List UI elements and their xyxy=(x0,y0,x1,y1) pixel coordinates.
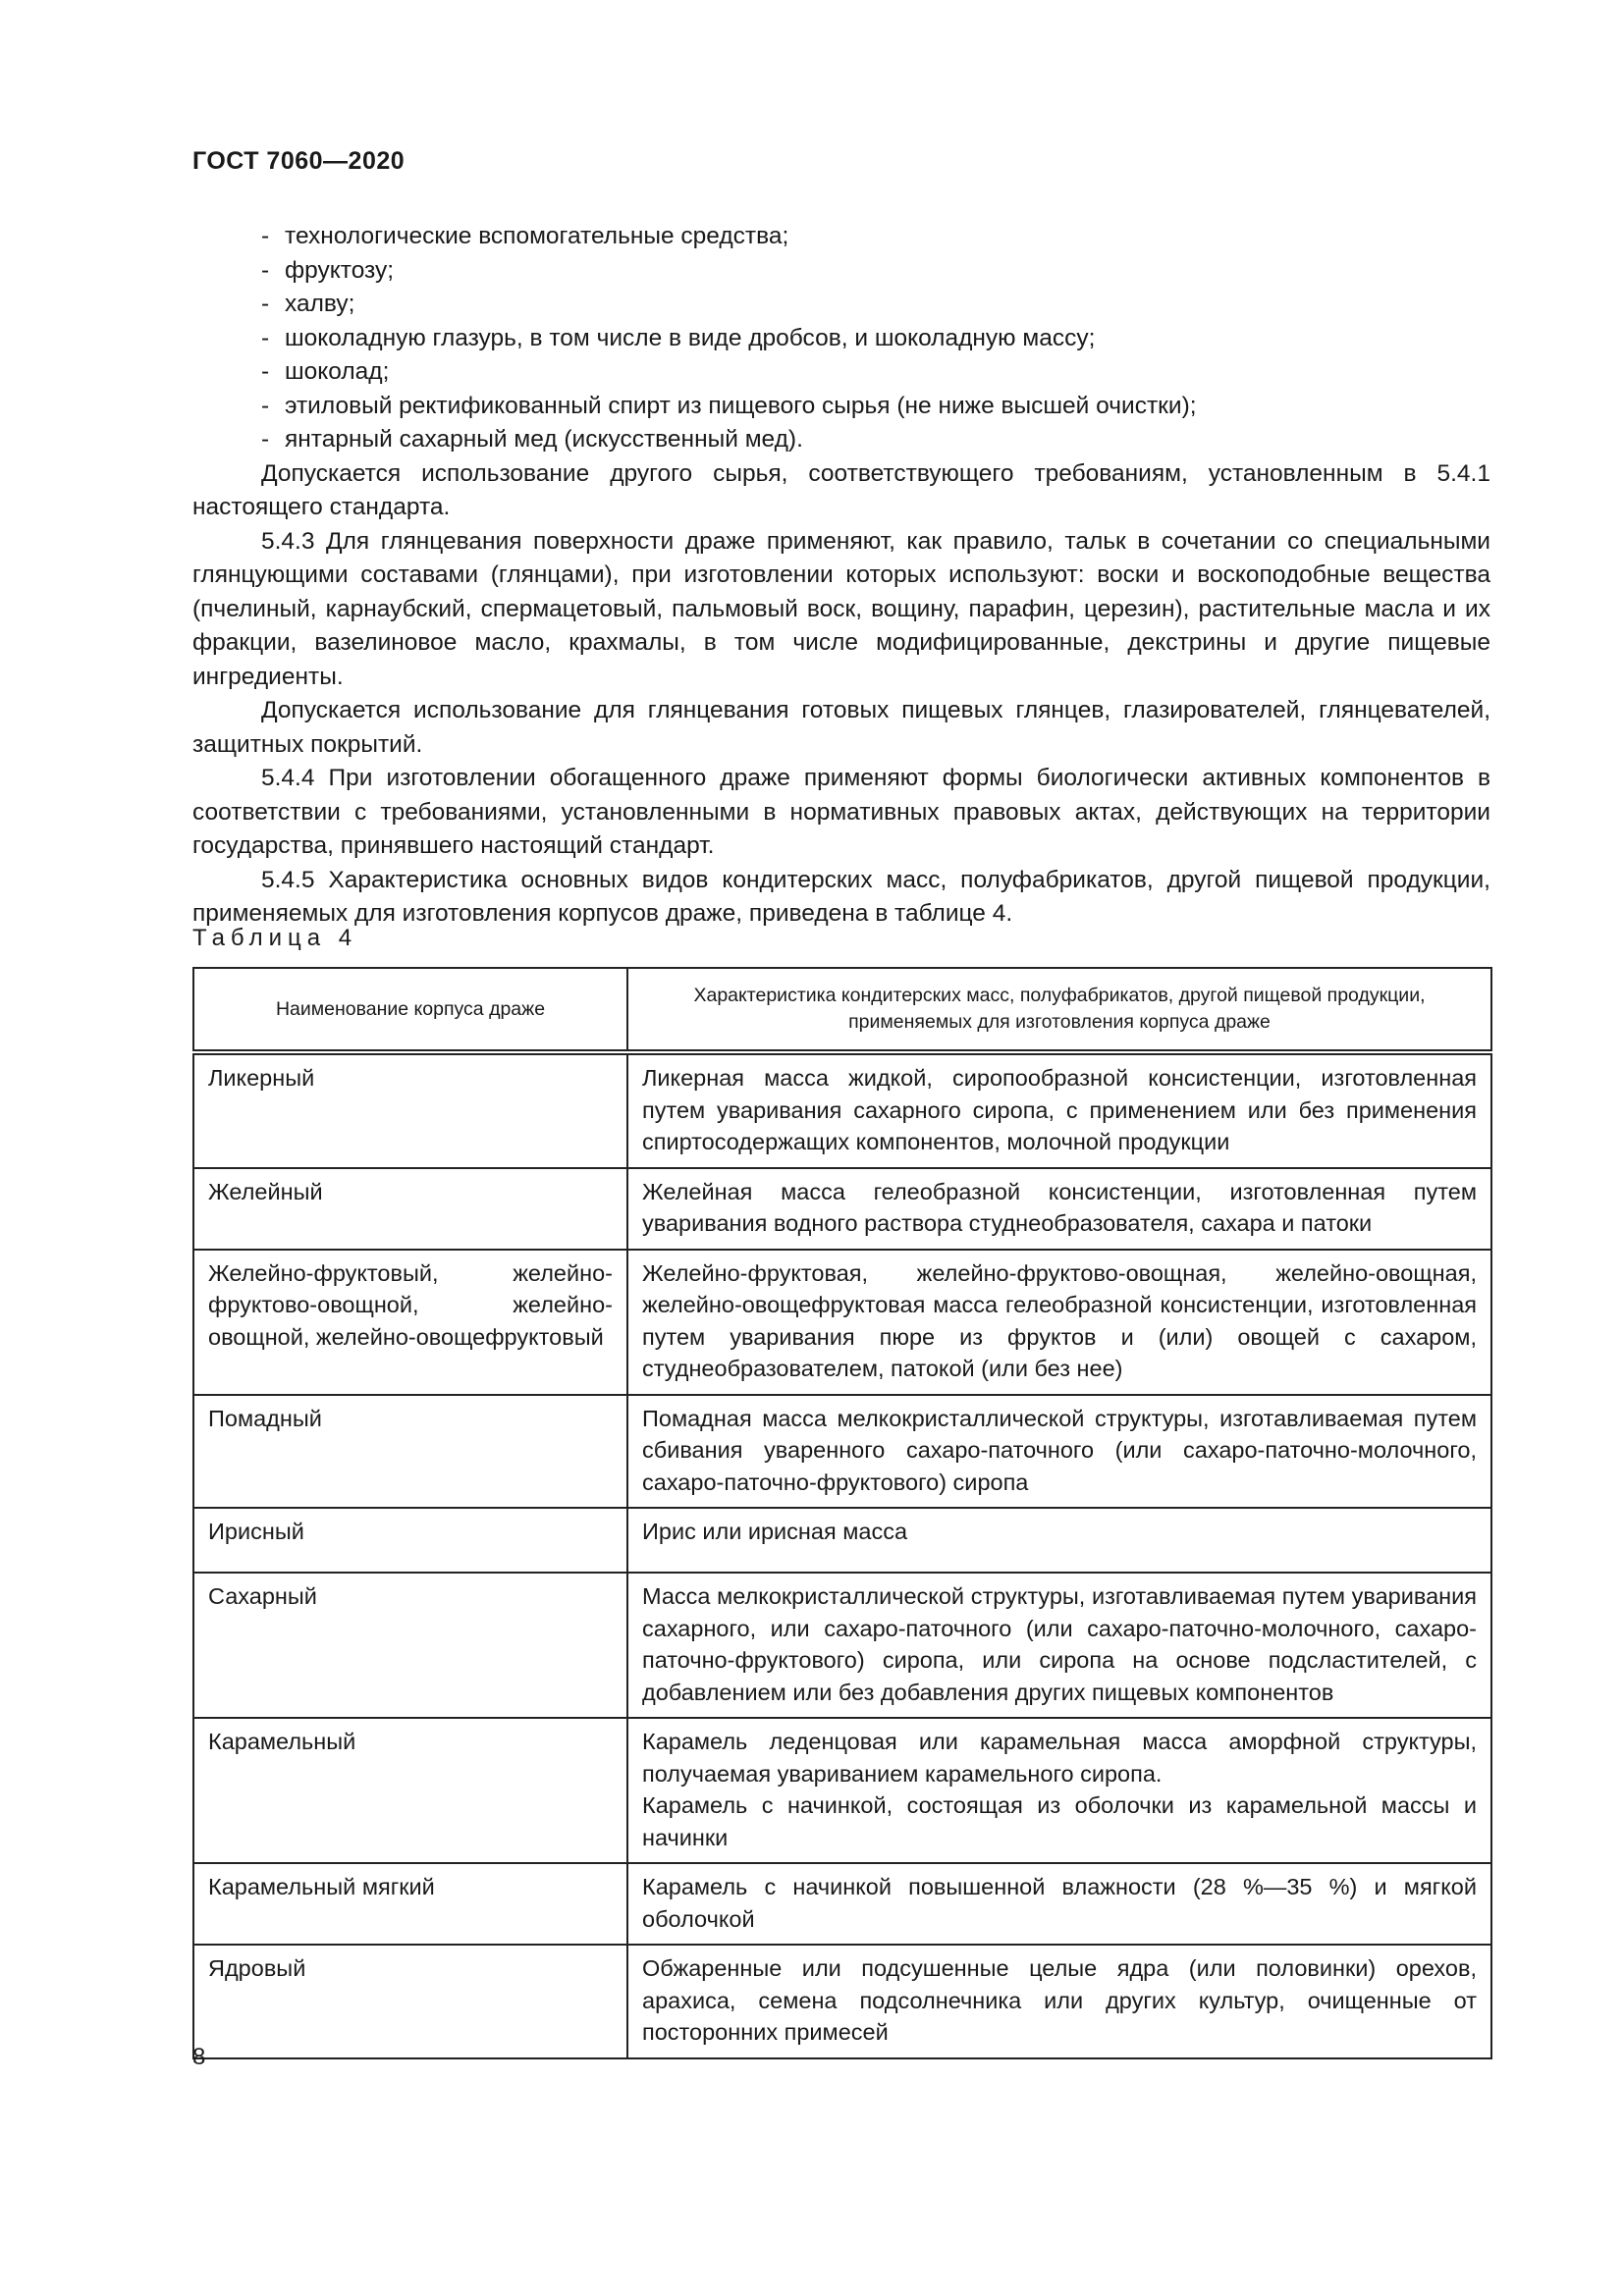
cell-description-line: Карамель с начинкой, состоящая из оболочки из карамельной массы и начинки xyxy=(642,1792,1477,1850)
cell-name: Ликерный xyxy=(193,1052,627,1168)
table-row xyxy=(193,1250,1491,1395)
document-id: ГОСТ 7060—2020 xyxy=(192,147,406,175)
cell-description-line: Карамель леденцовая или карамельная масса аморфной структуры, получаемая увариванием карамельного сиропа. xyxy=(642,1729,1477,1787)
cell-description: Желейно-фруктовая, желейно-фруктово-овощная, желейно-овощная, желейно-овощефруктовая масса гелеобразной консистенции, изготовленная путем уваривания пюре из фруктов и (или) овощей с сахаром, студнеобразователем, патокой (или без нее) xyxy=(627,1250,1491,1395)
cell-name: Карамельный xyxy=(193,1718,627,1863)
cell-description xyxy=(627,1718,1491,1863)
cell-name: Ирисный xyxy=(193,1508,627,1573)
table-row xyxy=(193,1573,1491,1718)
table-row xyxy=(193,1052,1491,1168)
paragraph-5-4-5: 5.4.5 Характеристика основных видов кондитерских масс, полуфабрикатов, другой пищевой продукции, применяемых для изготовления корпусов драже, приведена в таблице 4. xyxy=(192,866,1490,927)
list-dash: - xyxy=(261,324,270,351)
list-item-text: шоколад; xyxy=(285,358,390,385)
list-item xyxy=(192,288,1490,322)
list-dash: - xyxy=(261,256,270,284)
cell-name: Ядровый xyxy=(193,1945,627,2058)
list-item xyxy=(192,322,1490,356)
cell-description: Ликерная масса жидкой, сиропообразной консистенции, изготовленная путем уваривания сахарного сиропа, с применением или без применения спиртосодержащих компонентов, молочной продукции xyxy=(627,1052,1491,1168)
table-header-row xyxy=(193,968,1491,1052)
list-dash: - xyxy=(261,358,270,385)
list-item xyxy=(192,390,1490,424)
table-row xyxy=(193,1508,1491,1573)
list-item xyxy=(192,220,1490,254)
cell-description: Желейная масса гелеобразной консистенции, изготовленная путем уваривания водного раствора студнеобразователя, сахара и патоки xyxy=(627,1168,1491,1250)
table-row xyxy=(193,1718,1491,1863)
list-item xyxy=(192,423,1490,457)
paragraph-5-4-3: 5.4.3 Для глянцевания поверхности драже применяют, как правило, тальк в сочетании со специальными глянцующими составами (глянцами), при изготовлении которых используют: воски и воскоподобные вещества (пчелиный, карнаубский, спермацетовый, пальмовый воск, вощину, парафин, церезин), растительные масла и их фракции, вазелиновое масло, крахмалы, в том числе модифицированные, декстрины и другие пищевые ингредиенты. xyxy=(192,527,1490,690)
list-item-text: шоколадную глазурь, в том числе в виде дробсов, и шоколадную массу; xyxy=(285,324,1096,351)
list-item xyxy=(192,254,1490,289)
paragraph: Допускается использование другого сырья, соответствующего требованиям, установленным в 5.4.1 настоящего стандарта. xyxy=(192,459,1490,520)
list-dash: - xyxy=(261,291,270,317)
list-item-text: этиловый ректификованный спирт из пищевого сырья (не ниже высшей очистки); xyxy=(285,392,1197,419)
cell-name: Помадный xyxy=(193,1395,627,1509)
list-item-text: халву; xyxy=(285,291,355,317)
table-row xyxy=(193,1395,1491,1509)
table-row xyxy=(193,1945,1491,2058)
cell-name: Желейно-фруктовый, желейно-фруктово-овощной, желейно-овощной, желейно-овощефруктовый xyxy=(193,1250,627,1395)
cell-name: Сахарный xyxy=(193,1573,627,1718)
list-item xyxy=(192,355,1490,390)
table-row xyxy=(193,1168,1491,1250)
cell-description: Карамель с начинкой повышенной влажности (28 %—35 %) и мягкой оболочкой xyxy=(627,1863,1491,1945)
cell-description: Помадная масса мелкокристаллической структуры, изготавливаемая путем сбивания уваренного сахаро-паточного (или сахаро-паточно-молочного, сахаро-паточно-фруктового) сиропа xyxy=(627,1395,1491,1509)
paragraph: Допускается использование для глянцевания готовых пищевых глянцев, глазирователей, глянцевателей, защитных покрытий. xyxy=(192,697,1490,758)
paragraph-5-4-4: 5.4.4 При изготовлении обогащенного драже применяют формы биологически активных компонентов в соответствии с требованиями, установленными в нормативных правовых актах, действующих на территории государства, принявшего настоящий стандарт. xyxy=(192,765,1490,859)
cell-name: Желейный xyxy=(193,1168,627,1250)
list-dash: - xyxy=(261,392,270,419)
list-item-text: янтарный сахарный мед (искусственный мед). xyxy=(285,426,803,453)
cell-description: Масса мелкокристаллической структуры, изготавливаемая путем уваривания сахарного, или сахаро-паточного (или сахаро-паточно-молочного, сахаро-паточно-фруктового) сиропа, или сиропа на основе подсластителей, с добавлением или без добавления других пищевых компонентов xyxy=(627,1573,1491,1718)
list-dash: - xyxy=(261,426,270,453)
column-header-description: Характеристика кондитерских масс, полуфабрикатов, другой пищевой продукции, применяемых для изготовления корпуса драже xyxy=(627,968,1491,1052)
cell-name: Карамельный мягкий xyxy=(193,1863,627,1945)
cell-description: Ирис или ирисная масса xyxy=(627,1508,1491,1573)
table-row xyxy=(193,1863,1491,1945)
list-dash: - xyxy=(261,223,270,249)
table-caption: Таблица 4 xyxy=(192,925,358,951)
list-item-text: технологические вспомогательные средства; xyxy=(285,223,789,249)
column-header-name: Наименование корпуса драже xyxy=(193,968,627,1052)
list-item-text: фруктозу; xyxy=(285,256,395,284)
body-text xyxy=(192,220,1490,932)
page-number: 8 xyxy=(192,2044,206,2070)
data-table xyxy=(192,967,1492,2059)
cell-description: Обжаренные или подсушенные целые ядра (или половинки) орехов, арахиса, семена подсолнечника или других культур, очищенные от посторонних примесей xyxy=(627,1945,1491,2058)
